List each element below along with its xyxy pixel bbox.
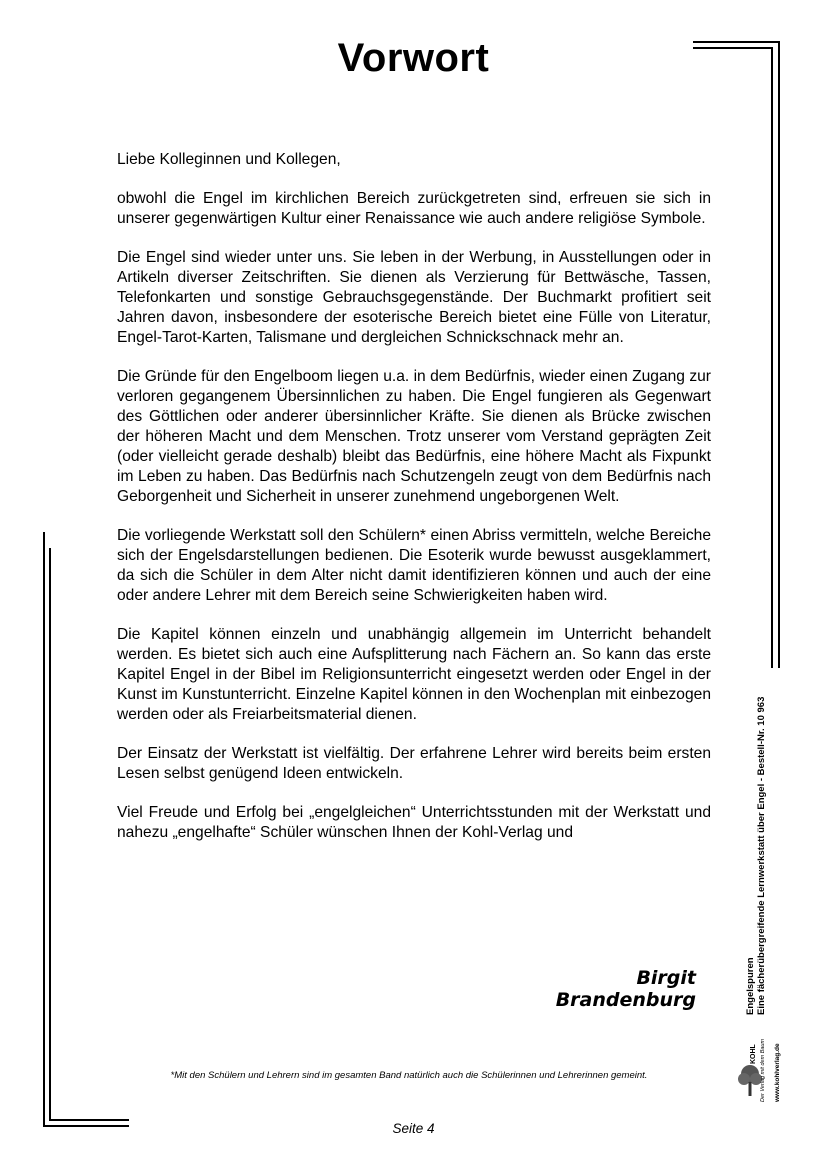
side-book-info <box>745 655 767 1015</box>
greeting: Liebe Kolleginnen und Kollegen, <box>117 151 341 168</box>
paragraph-4: Die vorliegende Werkstatt soll den Schülern* einen Abriss vermitteln, welche Bereiche sich der Engelsdarstellungen bedienen. Die Esoterik wurde bewusst ausgeklammert, da sich die Schüler in dem Alter nicht damit identifizieren können und auch der eine oder andere Lehrer mit dem Bereich seine Schwierigkeiten haben wird. <box>117 527 711 604</box>
publisher-brand: KOHL <box>750 1044 757 1064</box>
foreword-text <box>117 150 711 862</box>
publisher-logo <box>738 1020 794 1100</box>
paragraph-2: Die Engel sind wieder unter uns. Sie leben in der Werbung, in Ausstellungen oder in Artikeln diverser Zeitschriften. Sie dienen als Verzierung für Bettwäsche, Tassen, Telefonkarten und sonstige Gebrauchsgegenstände. Der Buchmarkt profitiert seit Jahren davon, insbesondere der esoterische Bereich bietet eine Fülle von Literatur, Engel-Tarot-Karten, Talismane und dergleichen Schnickschnack mehr an. <box>117 249 711 346</box>
frame-right-inner-line <box>771 47 773 668</box>
paragraph-7: Viel Freude und Erfolg bei „engelgleichen“ Unterrichtsstunden mit der Werkstatt und nahezu „engelhafte“ Schüler wünschen Ihnen der Kohl-Verlag und <box>117 804 711 841</box>
book-title: Engelspuren <box>745 957 756 1015</box>
frame-left-outer-line <box>43 532 45 1127</box>
frame-left-inner-line <box>49 548 51 1121</box>
paragraph-1: obwohl die Engel im kirchlichen Bereich zurückgetreten sind, erfreuen sie sich in unserer gegenwärtigen Kultur einer Renaissance wie auch andere religiöse Symbole. <box>117 190 711 227</box>
page-number: Seite 4 <box>392 1121 435 1136</box>
page-title: Vorwort <box>337 36 490 80</box>
publisher-website: www.kohlverlag.de <box>774 1043 781 1102</box>
book-subtitle-order-number: Eine fächerübergreifende Lernwerkstatt über Engel - Bestell-Nr. 10 963 <box>756 696 767 1015</box>
paragraph-5: Die Kapitel können einzeln und unabhängig allgemein im Unterricht behandelt werden. Es bietet sich auch eine Aufsplitterung nach Fächern an. So kann das erste Kapitel Engel in der Bibel im Religionsunterricht eingesetzt werden oder Engel in der Kunst im Kunstunterricht. Einzelne Kapitel können in den Wochenplan mit einbezogen werden oder als Freiarbeitsmaterial dienen. <box>117 626 711 723</box>
author-signature: Birgit Brandenburg <box>555 967 696 1011</box>
tree-icon <box>738 1064 762 1098</box>
paragraph-3: Die Gründe für den Engelboom liegen u.a. in dem Bedürfnis, wieder einen Zugang zur verloren gegangenem Übersinnlichen zu haben. Die Engel fungieren als Gegenwart des Göttlichen oder anderer übersinnlicher Kräfte. Sie dienen als Brücke zwischen der höheren Macht und dem Menschen. Trotz unserer vom Verstand geprägten Zeit (oder vielleicht gerade deshalb) bleibt das Bedürfnis, eine höhere Macht als Fixpunkt im Leben zu haben. Das Bedürfnis nach Schutzengeln zeugt von dem Bedürfnis nach Geborgenheit und Sicherheit in unserer zunehmend ungeborgenen Welt. <box>117 368 711 505</box>
paragraph-6: Der Einsatz der Werkstatt ist vielfältig. Der erfahrene Lehrer wird bereits beim ersten Lesen selbst genügend Ideen entwickeln. <box>117 745 711 782</box>
footnote: *Mit den Schülern und Lehrern sind im gesamten Band natürlich auch die Schülerinnen und Lehrerinnen gemeint. <box>170 1070 648 1081</box>
publisher-slogan: Der Verlag mit dem Baum <box>760 1038 766 1102</box>
frame-right-outer-line <box>778 41 780 668</box>
